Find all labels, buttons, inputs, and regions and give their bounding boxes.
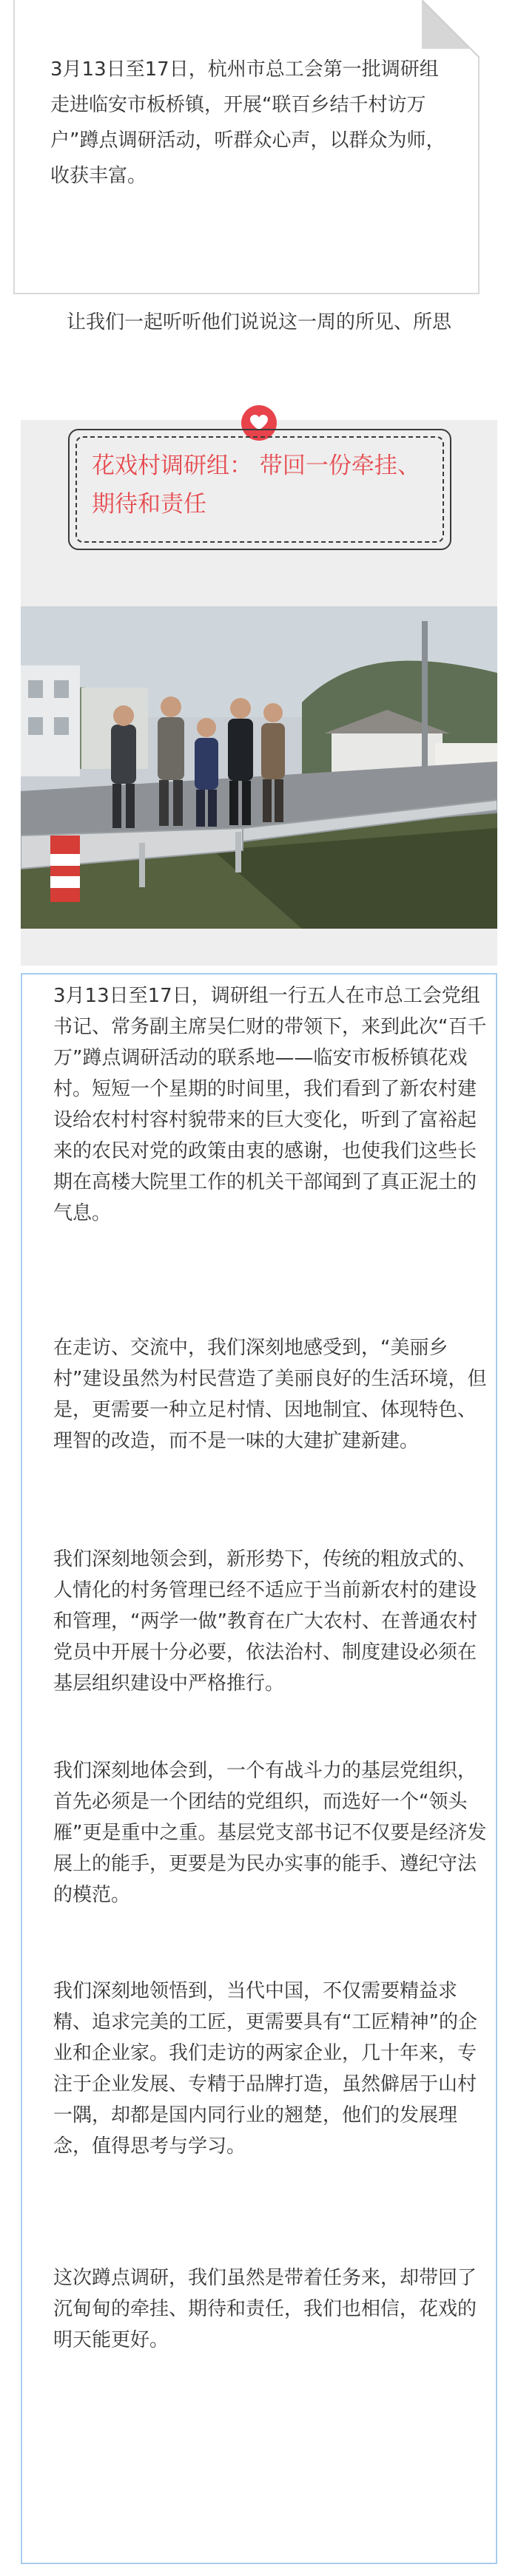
paragraph-5: 我们深刻地领悟到，当代中国，不仅需要精益求精、追求完美的工匠，更需要具有“工匠精神”的企业和企业家。我们走访的两家企业，几十年来，专注于企业发展、专精于品牌打造，虽然僻居于山村一隅，却都是国内同行业的翘楚，他们的发展理念，值得思考与学习。 (53, 1980, 477, 2158)
paragraph-1: 3月13日至17日，调研组一行五人在市总工会党组书记、常务副主席吴仁财的带领下，来到此次“百千万”蹲点调研活动的联系地——临安市板桥镇花戏村。短短一个星期的时间里，我们看到了新农村建设给农村村容村貌带来的巨大变化，听到了富裕起来的农民对党的政策由衷的感谢，也使我们这些长期在高楼大院里工作的机关干部闻到了真正泥土的气息。 (53, 985, 487, 1224)
intro-text: 3月13日至17日，杭州市总工会第一批调研组走进临安市板桥镇，开展“联百乡结千村访万户”蹲点调研活动，听群众心声，以群众为师，收获丰富。 (50, 58, 445, 187)
section-title: 花戏村调研组： 带回一份牵挂、期待和责任 (92, 453, 420, 518)
intro-note-card (13, 0, 480, 294)
section-title-box (68, 429, 451, 550)
lead-line: 让我们一起听听他们说说这一周的所见、所思 (66, 311, 451, 333)
body-text-card (21, 973, 497, 2564)
paragraph-4: 我们深刻地体会到，一个有战斗力的基层党组织，首先必须是一个团结的党组织，而选好一个“领头雁”更是重中之重。基层党支部书记不仅要是经济发展上的能手，更要是为民办实事的能手、遵纪守法的模范。 (53, 1760, 487, 1906)
paragraph-2: 在走访、交流中，我们深刻地感受到，“美丽乡村”建设虽然为村民营造了美丽良好的生活环境，但是，更需要一种立足村情、因地制宜、体现特色、理智的改造，而不是一味的大建扩建新建。 (53, 1337, 487, 1452)
paragraph-6: 这次蹲点调研，我们虽然是带着任务来，却带回了沉甸甸的牵挂、期待和责任，我们也相信，花戏的明天能更好。 (53, 2267, 477, 2351)
section-photo (21, 606, 497, 929)
paragraph-3: 我们深刻地领会到，新形势下，传统的粗放式的、人情化的村务管理已经不适应于当前新农村的建设和管理，“两学一做”教育在广大农村、在普通农村党员中开展十分必要，依法治村、制度建设必须在基层组织建设中严格推行。 (53, 1548, 477, 1695)
page-fold-corner-icon (422, 0, 480, 58)
